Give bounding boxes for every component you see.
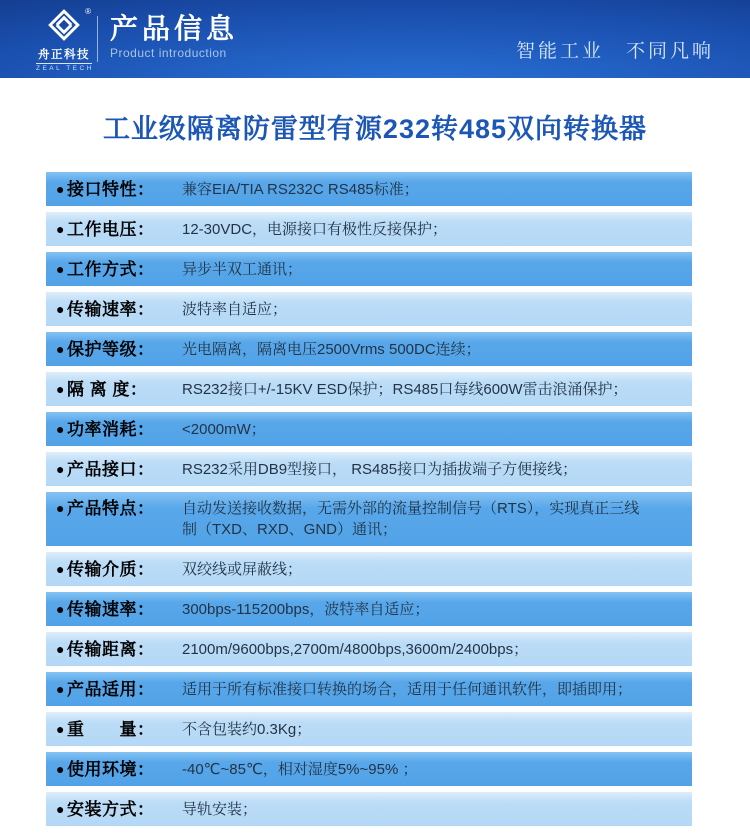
spec-label-text: 隔 离 度： [66,379,148,399]
spec-row [46,792,692,826]
spec-label [56,799,182,820]
spec-value: -40℃~85℃，相对湿度5%~95% ； [182,760,418,778]
spec-label-text: 工作方式： [66,259,155,279]
header-slogan: 智能工业 不同凡响 [515,41,714,62]
spec-value: RS232接口+/-15KV ESD保护；RS485口每线600W雷击浪涌保护； [182,380,628,398]
spec-label [56,599,182,620]
spec-row [46,592,692,626]
bullet-icon: ● [56,500,65,516]
spec-label [56,259,182,280]
spec-value: 双绞线或屏蔽线； [182,560,303,578]
spec-label [56,759,182,780]
spec-label-text: 工作电压： [66,219,155,239]
header-divider [97,16,98,62]
bullet-icon: ● [56,180,65,197]
spec-label [56,419,182,440]
spec-value: 2100m/9600bps,2700m/4800bps,3600m/2400bps； [182,640,529,658]
spec-value: 兼容EIA/TIA RS232C RS485标准； [182,180,419,198]
bullet-icon: ● [56,720,65,737]
bullet-icon: ● [56,420,65,437]
bullet-icon: ● [56,800,65,817]
spec-value: 异步半双工通讯； [182,260,303,278]
bullet-icon: ● [56,220,65,237]
spec-value: 波特率自适应； [182,300,288,318]
spec-label-text: 传输速率： [66,299,155,319]
spec-row [46,252,692,286]
spec-label-text: 产品适用： [66,679,155,699]
spec-label [56,339,182,360]
section-title-cn: 产品信息 [110,13,239,44]
bullet-icon: ● [56,460,65,477]
company-logo [36,9,92,72]
page-title: 工业级隔离防雷型有源232转485双向转换器 [102,114,648,144]
bullet-icon: ● [56,260,65,277]
zeal-tech-logo-icon [46,7,91,41]
spec-value: 自动发送接收数据，无需外部的流量控制信号（RTS），实现真正三线制（TXD、RXD、GND）通讯； [182,500,640,538]
spec-value: 光电隔离，隔离电压2500Vrms 500DC连续； [182,340,481,358]
spec-row [46,332,692,366]
bullet-icon: ● [56,640,65,657]
spec-row [46,552,692,586]
spec-row [46,412,692,446]
spec-value: RS232采用DB9型接口， RS485接口为插拔端子方便接线； [182,460,578,478]
section-title-en: Product introduction [110,46,227,60]
spec-row [46,712,692,746]
bullet-icon: ● [56,680,65,697]
bullet-icon: ● [56,300,65,317]
spec-label [56,639,182,660]
spec-value: <2000mW； [182,420,266,438]
spec-label [56,379,182,400]
spec-label-text: 传输介质： [66,559,155,579]
spec-label [56,219,182,240]
bullet-icon: ● [56,560,65,577]
bullet-icon: ● [56,340,65,357]
spec-label-text: 使用环境： [66,759,155,779]
bullet-icon: ● [56,600,65,617]
spec-label [56,559,182,580]
spec-label [56,299,182,320]
spec-value: 12-30VDC，电源接口有极性反接保护； [182,220,448,238]
spec-value: 适用于所有标准接口转换的场合，适用于任何通讯软件，即插即用； [182,680,633,698]
spec-label-text: 产品特点： [66,499,155,518]
spec-label-text: 安装方式： [66,799,155,819]
bullet-icon: ● [56,760,65,777]
spec-label-text: 功率消耗： [66,419,155,439]
spec-row [46,372,692,406]
spec-label-text: 传输速率： [66,599,155,619]
spec-label-text: 接口特性： [66,179,155,199]
spec-label-text: 产品接口： [66,459,155,479]
header-banner [0,0,750,78]
spec-row [46,212,692,246]
spec-row [46,492,692,546]
spec-row [46,172,692,206]
spec-row [46,632,692,666]
spec-value: 导轨安装； [182,800,258,818]
spec-label-text: 传输距离： [66,639,155,659]
spec-value: 300bps-115200bps，波特率自适应； [182,600,430,618]
spec-label [56,679,182,700]
header-section-title [110,13,238,60]
spec-label [56,179,182,200]
company-name-cn: 舟正科技 [36,46,92,64]
spec-list [46,172,692,826]
spec-label [56,459,182,480]
spec-label [56,498,182,519]
spec-row [46,672,692,706]
registered-trademark-icon: ® [85,7,91,16]
spec-row [46,292,692,326]
spec-label-text: 保护等级： [66,339,155,359]
spec-label-text: 重 量： [66,719,155,739]
spec-label [56,719,182,740]
spec-value: 不含包装约0.3Kg； [182,720,312,738]
spec-row [46,752,692,786]
spec-row [46,452,692,486]
company-name-en: ZEAL TECH [36,65,94,72]
bullet-icon: ● [56,380,65,397]
